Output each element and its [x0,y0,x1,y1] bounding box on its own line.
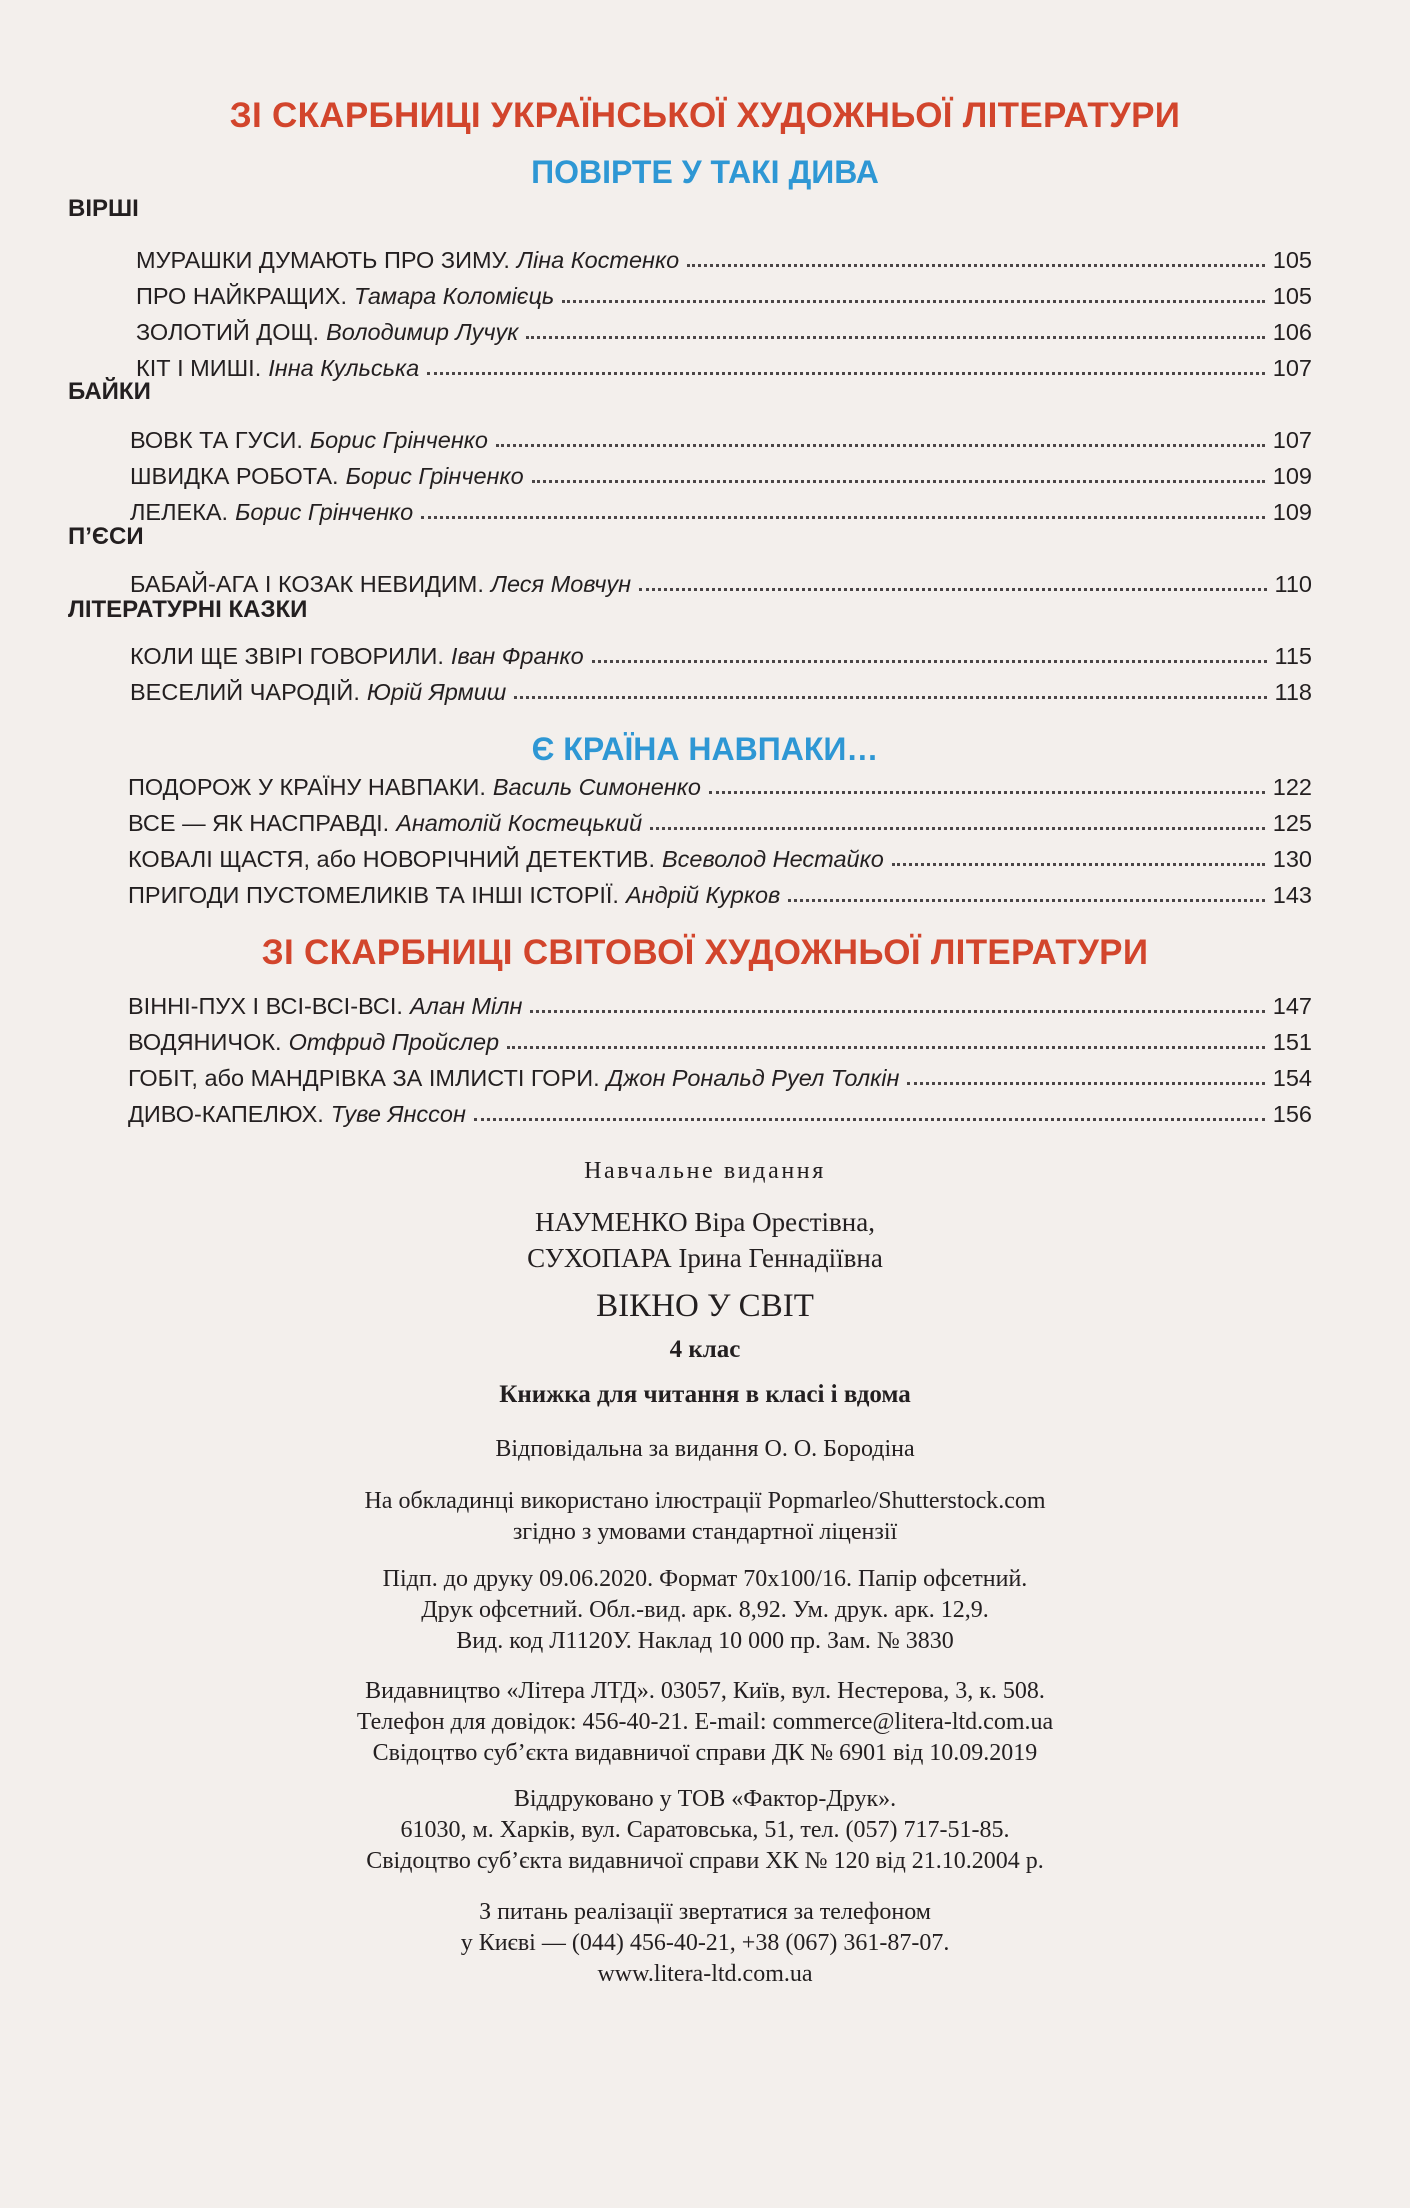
toc-entry [136,280,1312,312]
toc-entry [130,640,1312,672]
entry-author: Ліна Костенко [516,247,680,273]
dot-leader [788,898,1264,902]
dot-leader [650,826,1265,830]
author-name: Віра Орестівна, [694,1207,875,1237]
sales-line: у Києві — (044) 456-40-21, +38 (067) 361-87-07. [460,1930,950,1956]
entry-page: 154 [1272,1065,1312,1091]
toc-entry [130,496,1312,528]
toc-entry [128,1026,1312,1058]
dot-leader [514,695,1266,699]
entry-title: КОВАЛІ ЩАСТЯ, або НОВОРІЧНИЙ ДЕТЕКТИВ. [128,846,655,872]
entry-title: ВСЕ — ЯК НАСПРАВДІ. [128,810,390,836]
toc-entry [128,879,1312,911]
toc-entry [128,771,1312,803]
dot-leader [592,659,1267,663]
entry-author: Борис Грінченко [345,463,524,489]
printer-line: Віддруковано у ТОВ «Фактор-Друк». [513,1786,897,1812]
entry-title: ЛЕЛЕКА. [130,499,229,525]
entry-title: КОЛИ ЩЕ ЗВІРІ ГОВОРИЛИ. [130,643,444,669]
entry-title: ШВИДКА РОБОТА. [130,463,339,489]
book-subtitle: Книжка для читання в класі і вдома [499,1381,911,1408]
toc-entry [128,807,1312,839]
entry-title: ДИВО-КАПЕЛЮХ. [128,1101,324,1127]
dot-leader [507,1045,1265,1049]
dot-leader [562,299,1265,303]
group-heading-plays: П’ЄСИ [68,523,144,550]
entry-title: ПРО НАЙКРАЩИХ. [136,283,347,309]
dot-leader [687,263,1265,267]
dot-leader [496,443,1265,447]
toc-entry [128,843,1312,875]
website-link: www.litera-ltd.com.ua [597,1961,813,1987]
toc-entry [136,316,1312,348]
entry-author: Василь Симоненко [492,774,701,800]
entry-author: Володимир Лучук [326,319,519,345]
cover-note [0,1486,1410,1548]
grade: 4 клас [669,1336,741,1363]
entry-author: Андрій Курков [625,882,781,908]
entry-page: 109 [1272,463,1312,489]
entry-title: ПОДОРОЖ У КРАЇНУ НАВПАКИ. [128,774,486,800]
entry-page: 109 [1272,499,1312,525]
dot-leader [907,1081,1264,1085]
dot-leader [639,587,1266,591]
entry-page: 107 [1272,355,1312,381]
subsection-title-wonders: ПОВІРТЕ У ТАКІ ДИВА [531,154,879,190]
entry-page: 115 [1274,643,1312,669]
printer-line: 61030, м. Харків, вул. Саратовська, 51, тел. (057) 717-51-85. [400,1817,1010,1843]
author-line [0,1240,1410,1276]
sales-line: З питань реалізації звертатися за телефоном [479,1899,931,1925]
publisher-line: Видавництво «Літера ЛТД». 03057, Київ, вул. Нестерова, 3, к. 508. [365,1678,1045,1704]
entry-page: 105 [1272,283,1312,309]
group-heading-fables: БАЙКИ [68,378,151,405]
entry-author: Всеволод Нестайко [661,846,884,872]
author-line [0,1204,1410,1240]
printer-line: Свідоцтво суб’єкта видавничої справи ХК № 120 від 21.10.2004 р. [366,1848,1044,1874]
author-name: Ірина Геннадіївна [678,1243,883,1273]
entry-page: 130 [1272,846,1312,872]
entry-page: 151 [1272,1029,1312,1055]
book-title: ВІКНО У СВІТ [596,1288,814,1324]
entry-author: Анатолій Костецький [396,810,643,836]
entry-page: 156 [1272,1101,1312,1127]
group-heading-literary-tales: ЛІТЕРАТУРНІ КАЗКИ [68,596,308,623]
entry-page: 110 [1274,571,1312,597]
entry-title: МУРАШКИ ДУМАЮТЬ ПРО ЗИМУ. [136,247,510,273]
entry-page: 107 [1272,427,1312,453]
entry-author: Борис Грінченко [309,427,488,453]
entry-author: Алан Мілн [409,993,523,1019]
subsection-title-upside-down-land: Є КРАЇНА НАВПАКИ… [531,731,879,767]
entry-author: Тамара Коломієць [353,283,555,309]
group-heading-poems: ВІРШІ [68,195,139,222]
entry-title: ВОВК ТА ГУСИ. [130,427,303,453]
entry-title: ВІННІ-ПУХ І ВСІ-ВСІ-ВСІ. [128,993,403,1019]
entry-author: Юрій Ярмиш [366,679,507,705]
dot-leader [421,515,1265,519]
entry-page: 105 [1272,247,1312,273]
printer-info [0,1784,1410,1877]
section-title-world-literature: ЗІ СКАРБНИЦІ СВІТОВОЇ ХУДОЖНЬОЇ ЛІТЕРАТУРИ [261,933,1149,972]
toc-entry [128,990,1312,1022]
entry-title: ГОБІТ, або МАНДРІВКА ЗА ІМЛИСТІ ГОРИ. [128,1065,600,1091]
toc-entry [136,352,1312,384]
entry-page: 122 [1272,774,1312,800]
entry-title: КІТ І МИШІ. [136,355,262,381]
cover-note-line: згідно з умовами стандартної ліцензії [512,1519,898,1545]
print-specs-line: Вид. код Л1120У. Наклад 10 000 пр. Зам. № 3830 [456,1628,954,1654]
entry-title: ЗОЛОТИЙ ДОЩ. [136,319,320,345]
edition-type: Навчальне видання [584,1158,826,1184]
print-specs-line: Друк офсетний. Обл.-вид. арк. 8,92. Ум. друк. арк. 12,9. [421,1597,989,1623]
entry-author: Іван Франко [450,643,584,669]
publisher-line: Свідоцтво суб’єкта видавничої справи ДК № 6901 від 10.09.2019 [372,1740,1038,1766]
entry-title: ВОДЯНИЧОК. [128,1029,282,1055]
author-surname: СУХОПАРА [527,1243,672,1273]
dot-leader [709,790,1265,794]
entry-page: 106 [1272,319,1312,345]
responsible-editor: Відповідальна за видання О. О. Бородіна [495,1436,915,1462]
entry-author: Джон Рональд Руел Толкін [606,1065,900,1091]
author-surname: НАУМЕНКО [535,1207,688,1237]
toc-entry [128,1098,1312,1130]
entry-author: Леся Мовчун [490,571,632,597]
entry-author: Інна Кульська [268,355,420,381]
sales-info [0,1897,1410,1990]
print-specs-line: Підп. до друку 09.06.2020. Формат 70х100/16. Папір офсетний. [382,1566,1028,1592]
authors-block [0,1204,1410,1276]
toc-entry [130,460,1312,492]
entry-title: БАБАЙ-АГА І КОЗАК НЕВИДИМ. [130,571,484,597]
dot-leader [427,371,1265,375]
dot-leader [530,1009,1264,1013]
publisher-info [0,1676,1410,1769]
section-title-ukrainian-literature: ЗІ СКАРБНИЦІ УКРАЇНСЬКОЇ ХУДОЖНЬОЇ ЛІТЕРАТУРИ [229,96,1181,135]
entry-author: Туве Янссон [330,1101,466,1127]
dot-leader [474,1117,1265,1121]
entry-page: 147 [1272,993,1312,1019]
publisher-line: Телефон для довідок: 456-40-21. E-mail: commerce@litera-ltd.com.ua [356,1709,1054,1735]
dot-leader [526,335,1264,339]
toc-entry [130,424,1312,456]
entry-author: Борис Грінченко [235,499,414,525]
toc-entry [136,244,1312,276]
entry-title: ПРИГОДИ ПУСТОМЕЛИКІВ ТА ІНШІ ІСТОРІЇ. [128,882,619,908]
dot-leader [532,479,1265,483]
entry-author: Отфрид Пройслер [288,1029,500,1055]
toc-entry [128,1062,1312,1094]
dot-leader [892,862,1265,866]
entry-page: 143 [1272,882,1312,908]
toc-entry [130,676,1312,708]
entry-page: 125 [1272,810,1312,836]
print-specs [0,1564,1410,1657]
cover-note-line: На обкладинці використано ілюстрації Popmarleo/Shutterstock.com [364,1488,1046,1514]
entry-title: ВЕСЕЛИЙ ЧАРОДІЙ. [130,679,360,705]
entry-page: 118 [1274,679,1312,705]
